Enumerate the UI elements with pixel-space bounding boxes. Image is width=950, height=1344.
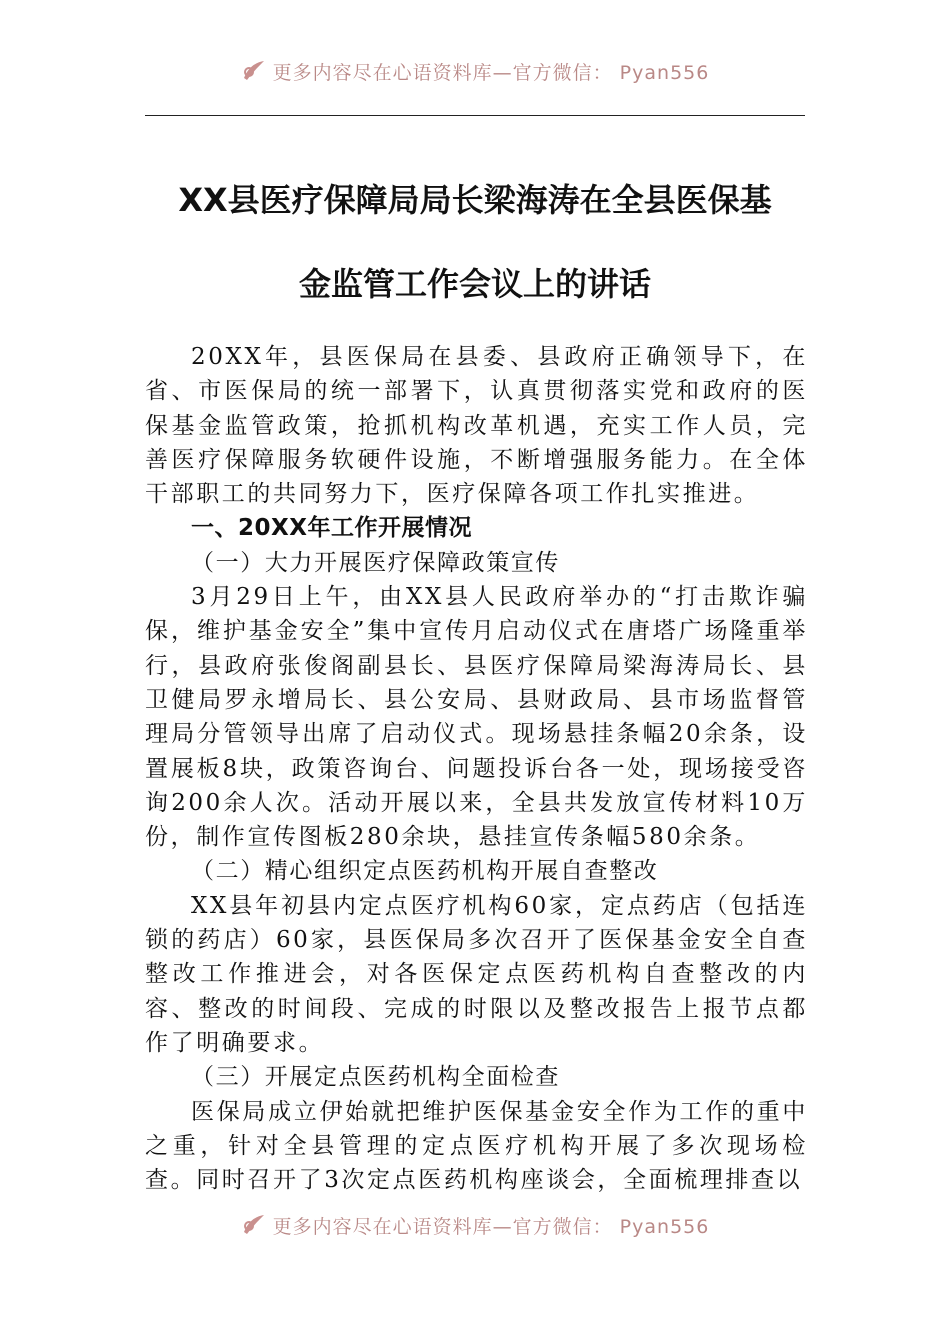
- document-body: [145, 340, 808, 1197]
- footer-watermark: [0, 1210, 950, 1240]
- document-title: [145, 178, 805, 326]
- pen-logo-icon: [241, 1212, 267, 1238]
- subsection-heading: （三）开展定点医药机构全面检查: [191, 1064, 560, 1091]
- header-rule: [145, 115, 805, 116]
- subsection-heading: （一）大力开展医疗保障政策宣传: [191, 549, 560, 576]
- pen-logo-icon: [241, 58, 267, 84]
- paragraph: 20XX年，县医保局在县委、县政府正确领导下，在省、市医保局的统一部署下，认真贯彻落实党和政府的医保基金监管政策，抢抓机构改革机遇，充实工作人员，完善医疗保障服务软硬件设施，不断增强服务能力。在全体干部职工的共同努力下，医疗保障各项工作扎实推进。: [145, 344, 808, 508]
- header-watermark: [0, 56, 950, 86]
- title-line-1: XX县医疗保障局局长梁海涛在全县医保基: [178, 181, 772, 219]
- watermark-text: 更多内容尽在心语资料库—官方微信： Pyan556: [272, 61, 710, 84]
- watermark-text: 更多内容尽在心语资料库—官方微信： Pyan556: [272, 1215, 710, 1238]
- subsection-heading: （二）精心组织定点医药机构开展自查整改: [191, 858, 659, 885]
- paragraph: 医保局成立伊始就把维护医保基金安全作为工作的重中之重，针对全县管理的定点医疗机构开展了多次现场检查。同时召开了3次定点医药机构座谈会，全面梳理排查以: [145, 1098, 808, 1194]
- paragraph: 3月29日上午，由XX县人民政府举办的“打击欺诈骗保，维护基金安全”集中宣传月启动仪式在唐塔广场隆重举行，县政府张俊阁副县长、县医疗保障局梁海涛局长、县卫健局罗永增局长、县公安局、县财政局、县市场监督管理局分管领导出席了启动仪式。现场悬挂条幅20余条，设置展板8块，政策咨询台、问题投诉台各一处，现场接受咨询200余人次。活动开展以来，全县共发放宣传材料10万份，制作宣传图板280余块，悬挂宣传条幅580余条。: [145, 584, 808, 851]
- paragraph: XX县年初县内定点医疗机构60家，定点药店（包括连锁的药店）60家，县医保局多次召开了医保基金安全自查整改工作推进会，对各医保定点医药机构自查整改的内容、整改的时间段、完成的时限以及整改报告上报节点都作了明确要求。: [145, 892, 808, 1056]
- title-line-2: 金监管工作会议上的讲话: [298, 265, 651, 303]
- section-heading: 一、20XX年工作开展情况: [191, 515, 472, 542]
